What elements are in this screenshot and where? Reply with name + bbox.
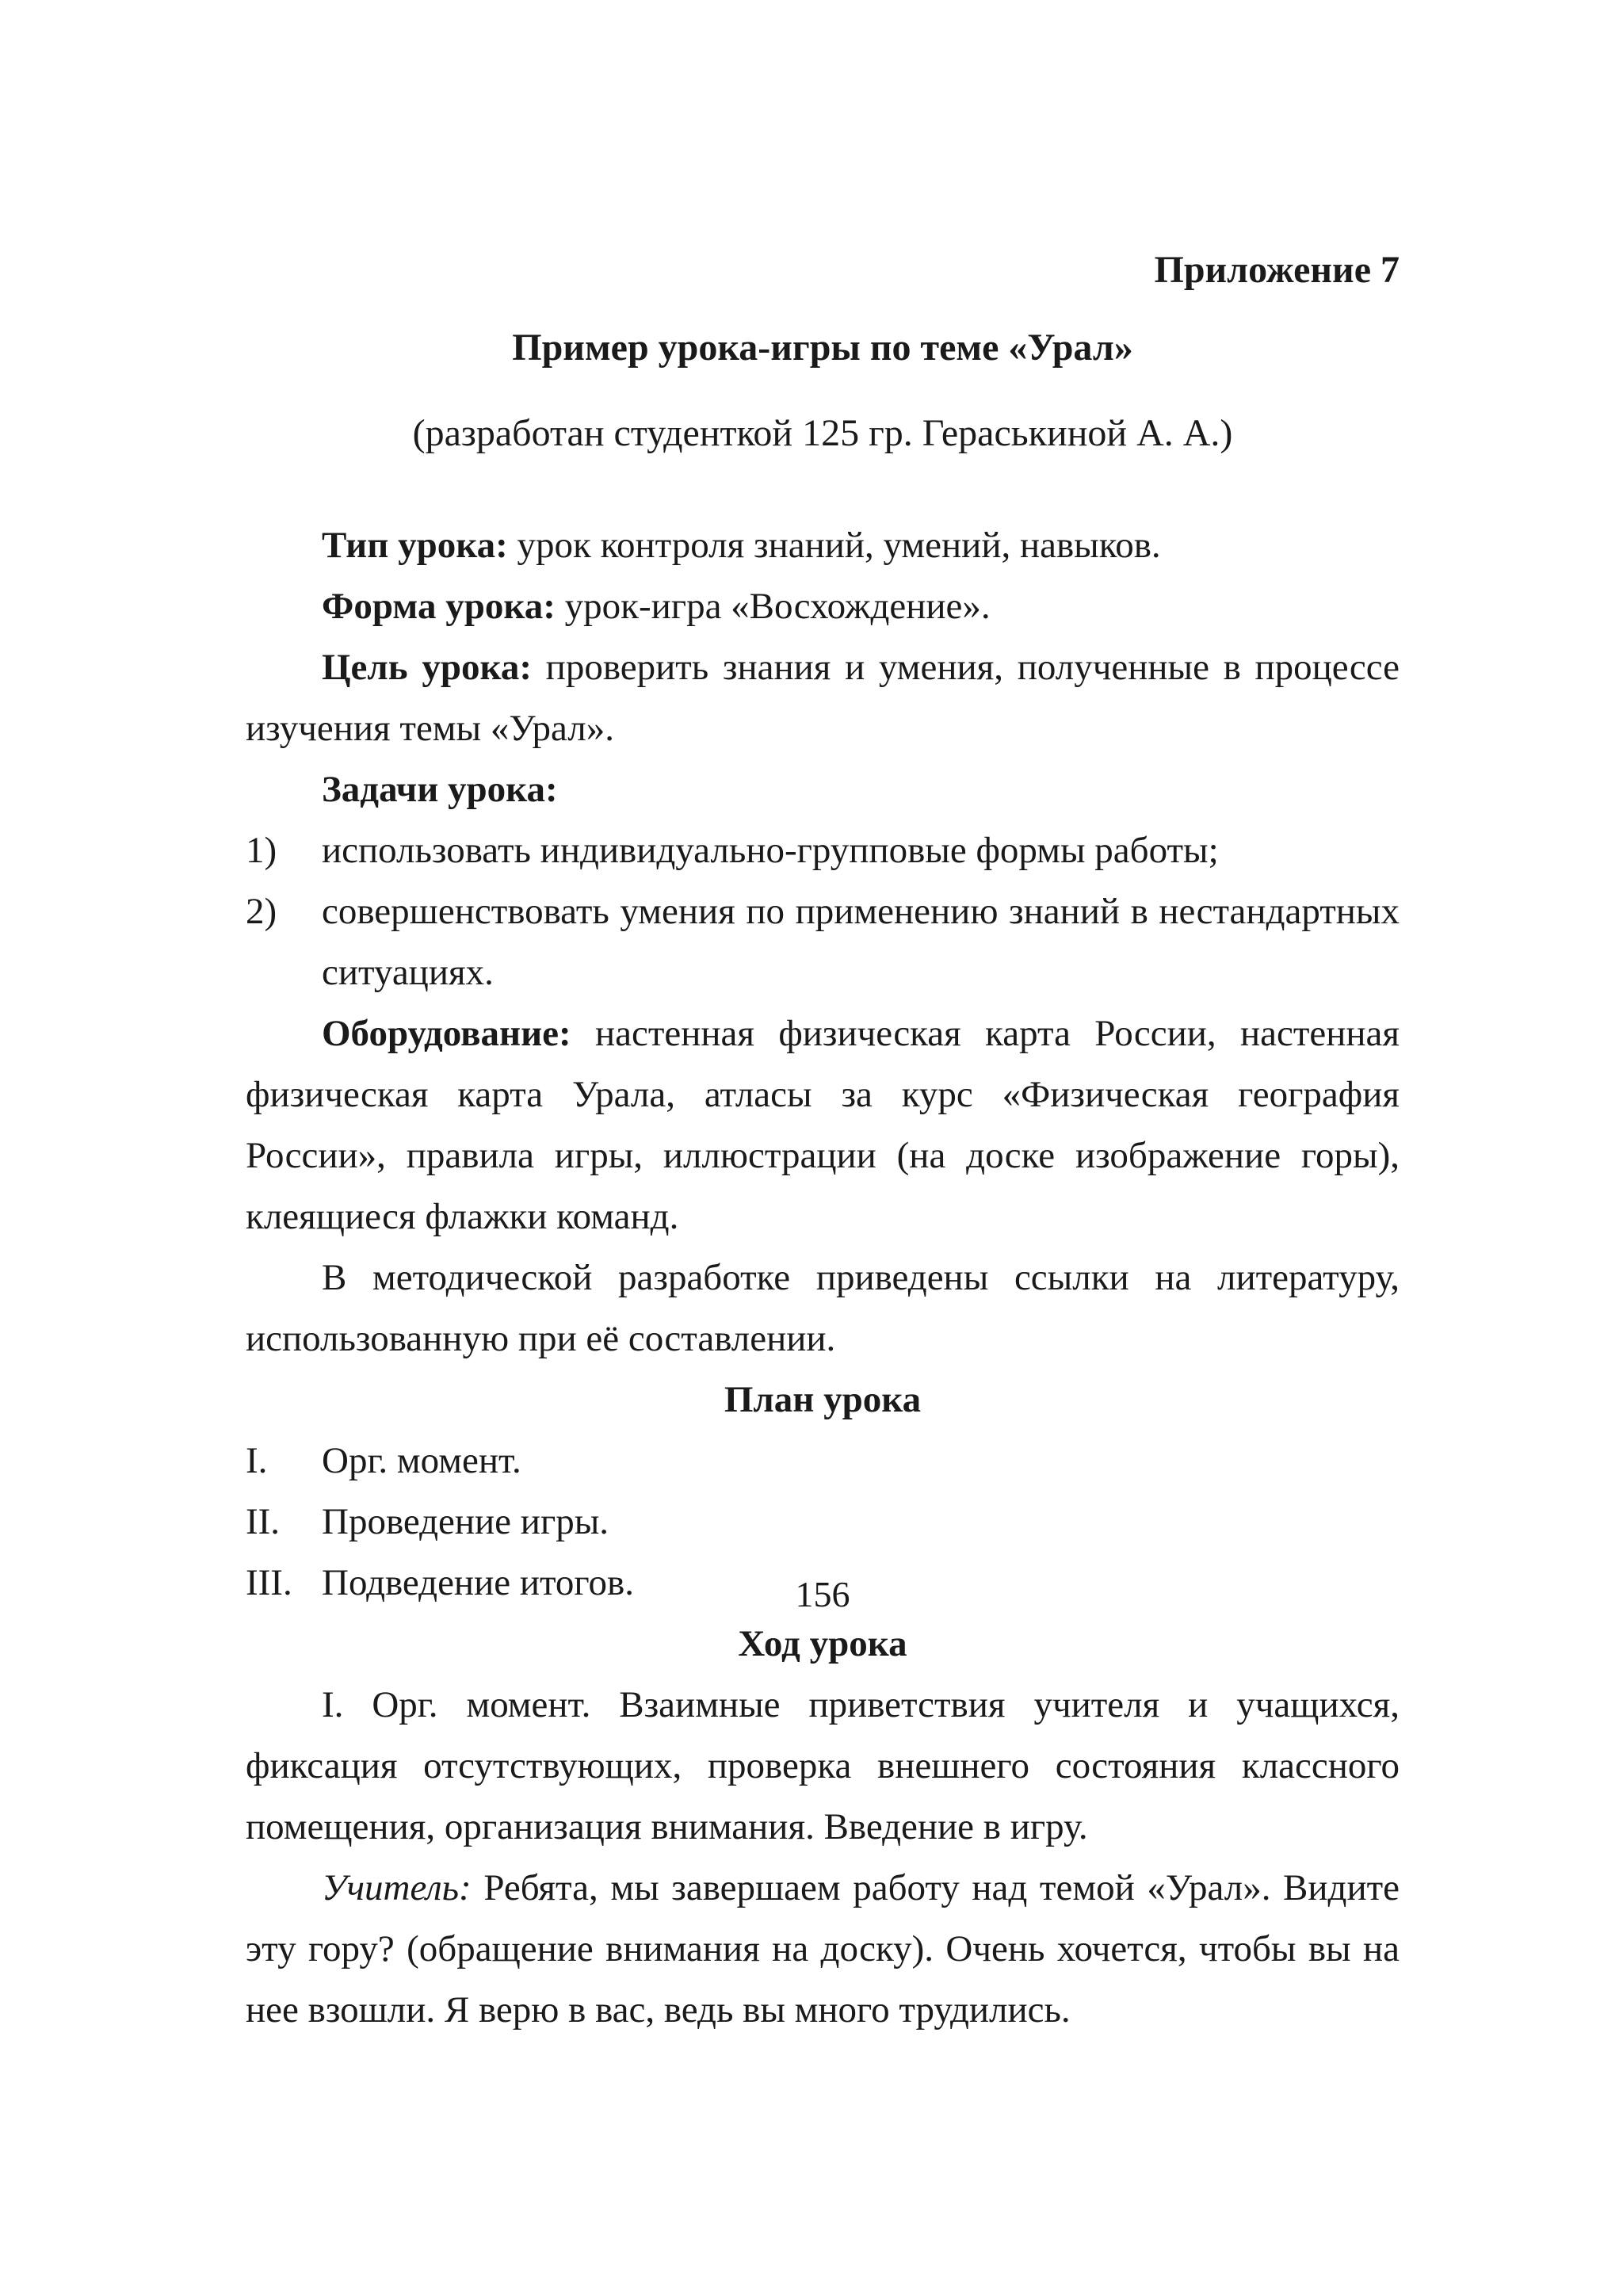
task-item xyxy=(246,881,1400,1003)
teacher-label: Учитель: xyxy=(322,1867,472,1908)
lesson-goal xyxy=(246,637,1400,759)
task-item xyxy=(246,820,1400,881)
plan-text: Проведение игры. xyxy=(322,1501,609,1542)
document-subtitle: (разработан студенткой 125 гр. Гераськиной А. А.) xyxy=(412,412,1233,454)
teacher-speech xyxy=(246,1858,1400,2041)
literature-note: В методической разработке приведены ссылки на литературу, использованную при её составлении. xyxy=(246,1257,1400,1359)
plan-text: Орг. момент. xyxy=(322,1440,521,1481)
plan-heading: План урока xyxy=(724,1379,922,1420)
lesson-goal-label: Цель урока: xyxy=(322,647,532,688)
plan-number: II. xyxy=(246,1501,281,1542)
plan-item xyxy=(246,1431,1400,1492)
teacher-text: Ребята, мы завершаем работу над темой «Урал». Видите эту гору? (обращение внимания на доску). Очень хочется, чтобы вы на нее взошли. Я верю в вас, ведь вы много трудились. xyxy=(246,1867,1400,2030)
plan-number: III. xyxy=(246,1562,292,1603)
task-number: 2) xyxy=(246,891,277,932)
course-intro: I. Орг. момент. Взаимные приветствия учителя и учащихся, фиксация отсутствующих, проверка внешнего состояния классного помещения, организация внимания. Введение в игру. xyxy=(246,1684,1400,1847)
plan-number: I. xyxy=(246,1440,268,1481)
plan-item xyxy=(246,1492,1400,1553)
equipment-text: настенная физическая карта России, настенная физическая карта Урала, атласы за курс «Физическая география России», правила игры, иллюстрации (на доске изображение горы), клеящиеся флажки команд. xyxy=(246,1013,1400,1237)
plan-text: Подведение итогов. xyxy=(322,1562,634,1603)
appendix-label: Приложение 7 xyxy=(1154,249,1400,291)
equipment xyxy=(246,1003,1400,1247)
course-heading: Ход урока xyxy=(738,1623,907,1664)
page xyxy=(246,0,1400,2296)
task-text: использовать индивидуально-групповые формы работы; xyxy=(322,830,1219,871)
lesson-type-text: урок контроля знаний, умений, навыков. xyxy=(507,525,1161,566)
page-number: 156 xyxy=(795,1574,850,1614)
tasks-label: Задачи урока: xyxy=(322,769,558,810)
lesson-type-label: Тип урока: xyxy=(322,525,508,566)
lesson-form-label: Форма урока: xyxy=(322,586,556,627)
task-text: совершенствовать умения по применению знаний в нестандартных ситуациях. xyxy=(322,891,1400,993)
lesson-form xyxy=(246,576,1400,637)
lesson-type xyxy=(246,515,1400,576)
document-title: Пример урока-игры по теме «Урал» xyxy=(512,327,1133,369)
lesson-goal-text: проверить знания и умения, полученные в процессе изучения темы «Урал». xyxy=(246,647,1400,749)
body-text xyxy=(246,515,1400,2041)
equipment-label: Оборудование: xyxy=(322,1013,571,1054)
task-number: 1) xyxy=(246,830,277,871)
lesson-form-text: урок-игра «Восхождение». xyxy=(555,586,991,627)
